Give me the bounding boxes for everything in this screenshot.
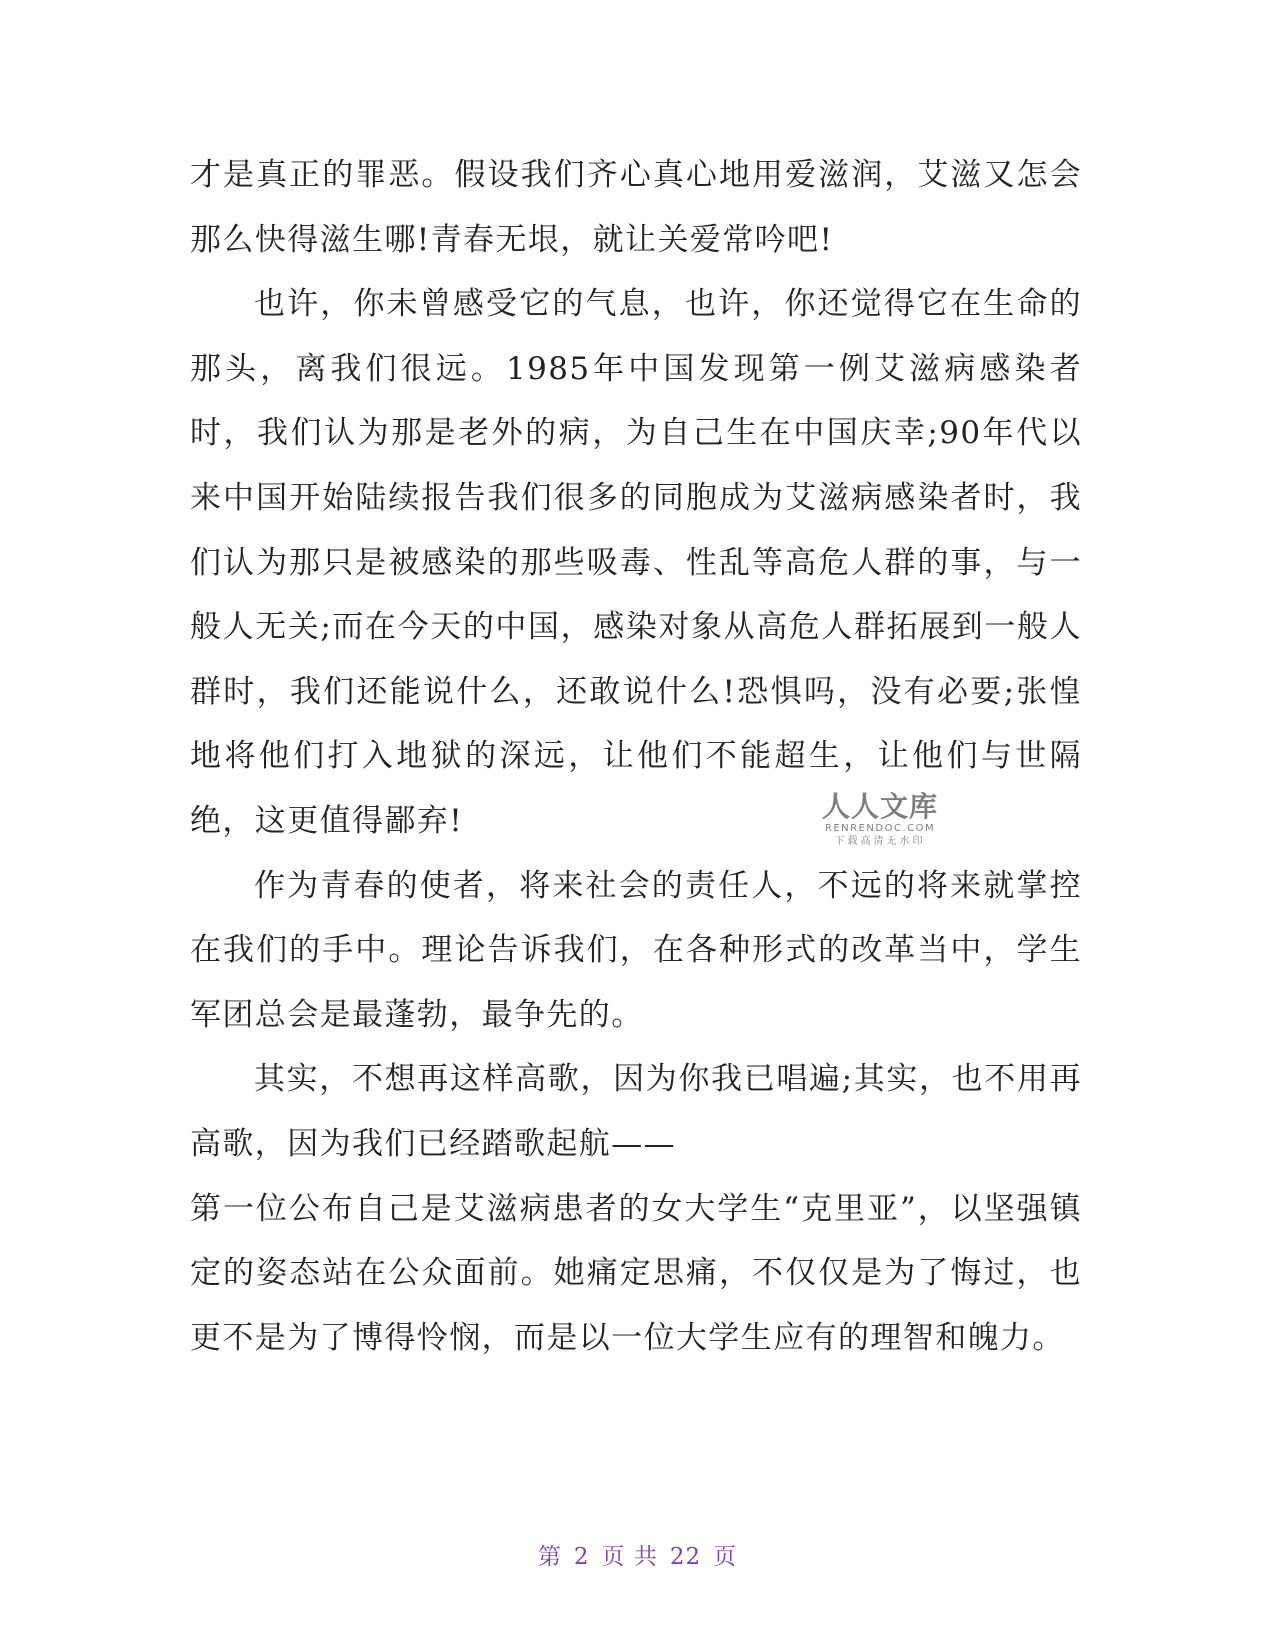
footer-suffix: 页	[713, 1544, 738, 1570]
paragraph-5: 第一位公布自己是艾滋病患者的女大学生“克里亚”，以坚强镇定的姿态站在公众面前。她痛定思痛，不仅仅是为了悔过，也更不是为了博得怜悯，而是以一位大学生应有的理智和魄力。	[190, 1190, 1082, 1356]
watermark-slogan: 下载高清无水印	[834, 836, 926, 847]
paragraph-1: 才是真正的罪恶。假设我们齐心真心地用爱滋润，艾滋又怎会那么快得滋生哪!青春无垠，就让关爱常吟吧!	[190, 157, 1082, 258]
watermark-domain: RENRENDOC.COM	[824, 823, 936, 834]
footer-middle: 页 共	[601, 1544, 658, 1570]
paragraph-2: 也许，你未曾感受它的气息，也许，你还觉得它在生命的那头，离我们很远。1985年中国发现第一例艾滋病感染者时，我们认为那是老外的病，为自己生在中国庆幸;90年代以来中国开始陆续报告我们很多的同胞成为艾滋病感染者时，我们认为那只是被感染的那些吸毒、性乱等高危人群的事，与一般人无关;而在今天的中国，感染对象从高危人群拓展到一般人群时，我们还能说什么，还敢说什么!恐惧吗，没有必要;张惶地将他们打入地狱的深远，让他们不能超生，让他们与世隔绝，这更值得鄙弃!	[190, 286, 1082, 839]
document-body	[190, 143, 1082, 1370]
paragraph-3: 作为青春的使者，将来社会的责任人，不远的将来就掌控在我们的手中。理论告诉我们，在各种形式的改革当中，学生军团总会是最蓬勃，最争先的。	[190, 867, 1082, 1033]
footer-current-page: 2	[573, 1544, 590, 1570]
footer-prefix: 第	[537, 1544, 562, 1570]
page-footer	[0, 1538, 1275, 1571]
watermark-title: 人人文库	[821, 790, 938, 823]
paragraph-4: 其实，不想再这样高歌，因为你我已唱遍;其实，也不用再高歌，因为我们已经踏歌起航——	[190, 1061, 1082, 1162]
watermark-logo	[810, 791, 950, 848]
footer-total-pages: 22	[669, 1544, 702, 1570]
